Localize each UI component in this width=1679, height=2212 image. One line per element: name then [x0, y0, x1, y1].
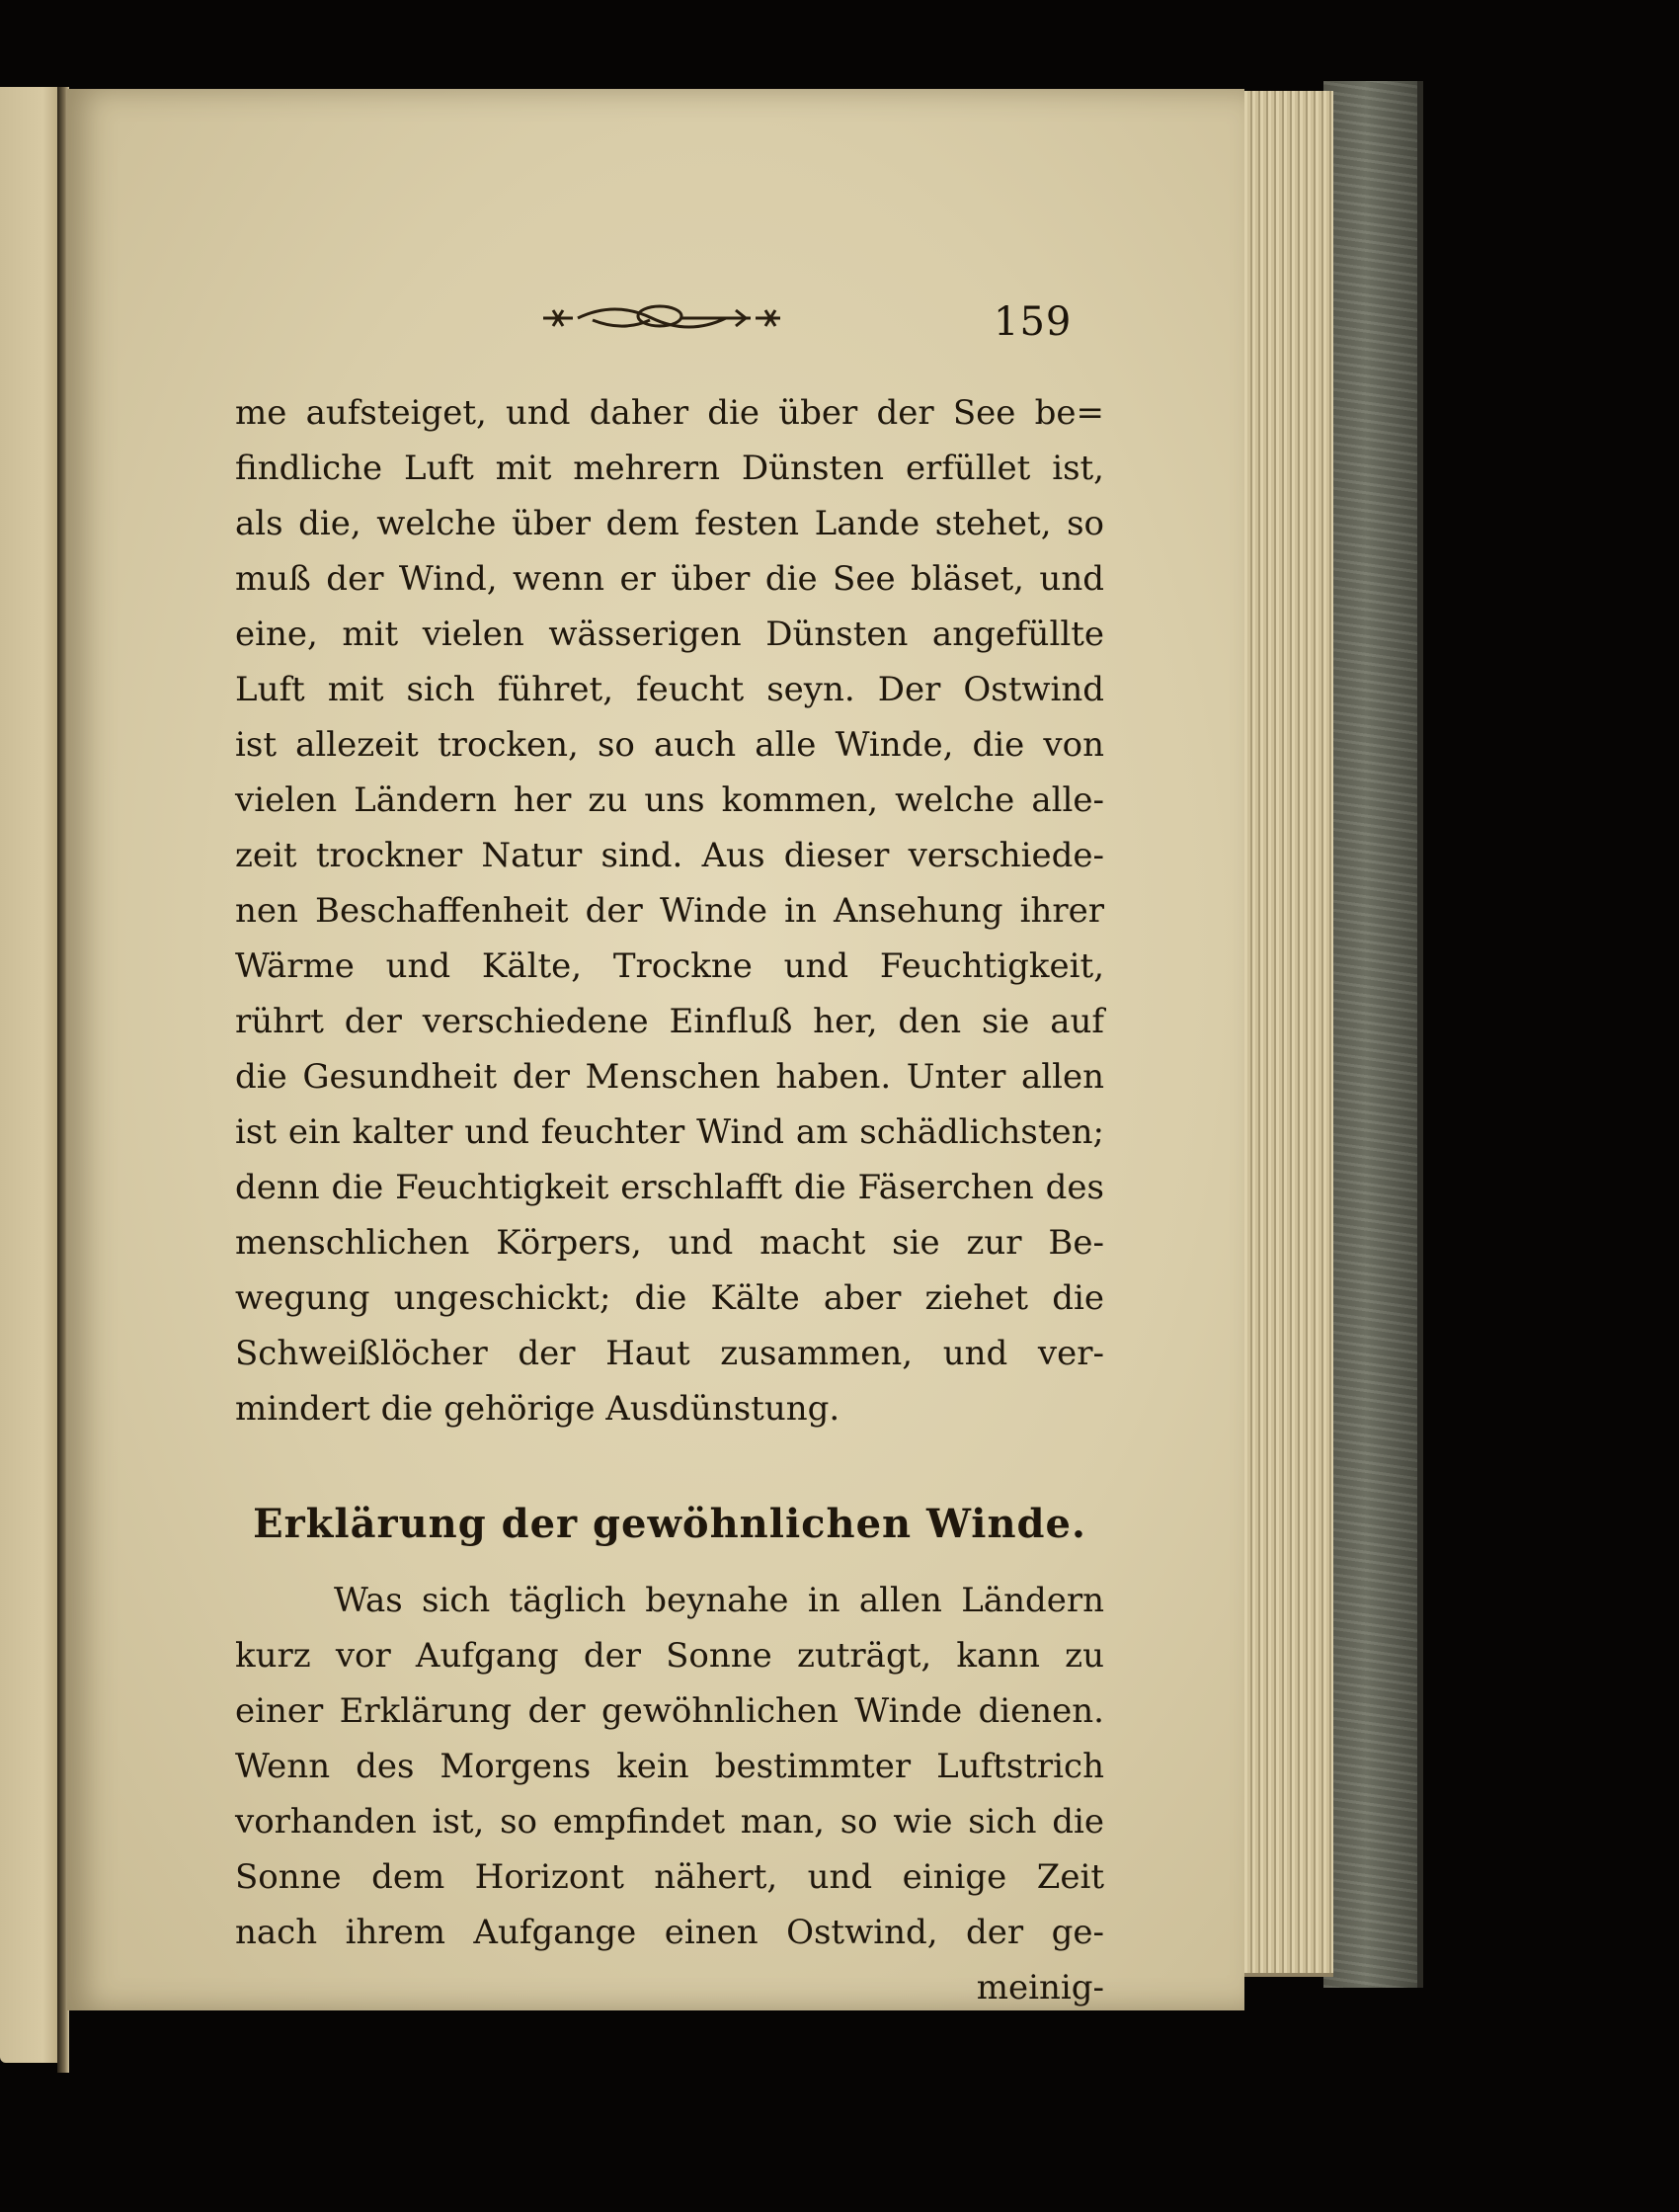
text-line: Sonne dem Horizont nähert, und einige Zeit: [235, 1857, 1104, 1897]
text-line: ist allezeit trocken, so auch alle Winde, die von: [235, 725, 1104, 765]
text-line: eine, mit vielen wässerigen Dünsten angefüllte: [235, 614, 1104, 654]
text-line: nen Beschaffenheit der Winde in Ansehung ihrer: [235, 891, 1104, 931]
page-number: 159: [994, 299, 1073, 345]
text-line: die Gesundheit der Menschen haben. Unter allen: [235, 1057, 1104, 1097]
text-line: me aufsteiget, und daher die über der See be=: [235, 393, 1104, 433]
text-line: kurz vor Aufgang der Sonne zuträgt, kann zu: [235, 1636, 1104, 1676]
text-line: vielen Ländern her zu uns kommen, welche alle-: [235, 780, 1104, 820]
text-line: Was sich täglich beynahe in allen Ländern: [334, 1581, 1104, 1620]
text-line: muß der Wind, wenn er über die See bläset, und: [235, 559, 1104, 599]
text-line: ist ein kalter und feuchter Wind am schädlichsten;: [235, 1112, 1104, 1152]
text-line: menschlichen Körpers, und macht sie zur Be-: [235, 1223, 1104, 1263]
text-line: zeit trockner Natur sind. Aus dieser verschiede-: [235, 836, 1104, 875]
text-line: als die, welche über dem festen Lande stehet, so: [235, 504, 1104, 543]
text-line: vorhanden ist, so empfindet man, so wie sich die: [235, 1802, 1104, 1842]
book-page: [67, 89, 1244, 2010]
text-body: [235, 385, 1104, 2015]
marbled-cover-board: [1323, 81, 1423, 1988]
text-line: Schweißlöcher der Haut zusammen, und ver-: [235, 1334, 1104, 1373]
text-line: rührt der verschiedene Einfluß her, den sie auf: [235, 1002, 1104, 1041]
page-fore-edges: [1239, 91, 1333, 1977]
catchword: meinig-: [976, 1968, 1104, 2007]
previous-page-edge: [0, 87, 61, 2063]
fleuron-ornament-icon: [533, 298, 790, 338]
paragraph: [235, 385, 1104, 1436]
text-line: wegung ungeschickt; die Kälte aber ziehet die: [235, 1278, 1104, 1318]
text-line: einer Erklärung der gewöhnlichen Winde dienen.: [235, 1691, 1104, 1731]
paragraph: [235, 1573, 1104, 1960]
text-line: findliche Luft mit mehrern Dünsten erfüllet ist,: [235, 449, 1104, 488]
text-line: mindert die gehörige Ausdünstung.: [235, 1389, 840, 1429]
text-line: denn die Feuchtigkeit erschlafft die Fäserchen des: [235, 1168, 1104, 1207]
text-line: nach ihrem Aufgange einen Ostwind, der ge-: [235, 1913, 1104, 1952]
section-heading: Erklärung der gewöhnlichen Winde.: [253, 1501, 1086, 1547]
text-line: Luft mit sich führet, feucht seyn. Der Ostwind: [235, 670, 1104, 709]
text-line: Wenn des Morgens kein bestimmter Luftstrich: [235, 1747, 1104, 1786]
text-line: Wärme und Kälte, Trockne und Feuchtigkeit,: [235, 946, 1104, 986]
